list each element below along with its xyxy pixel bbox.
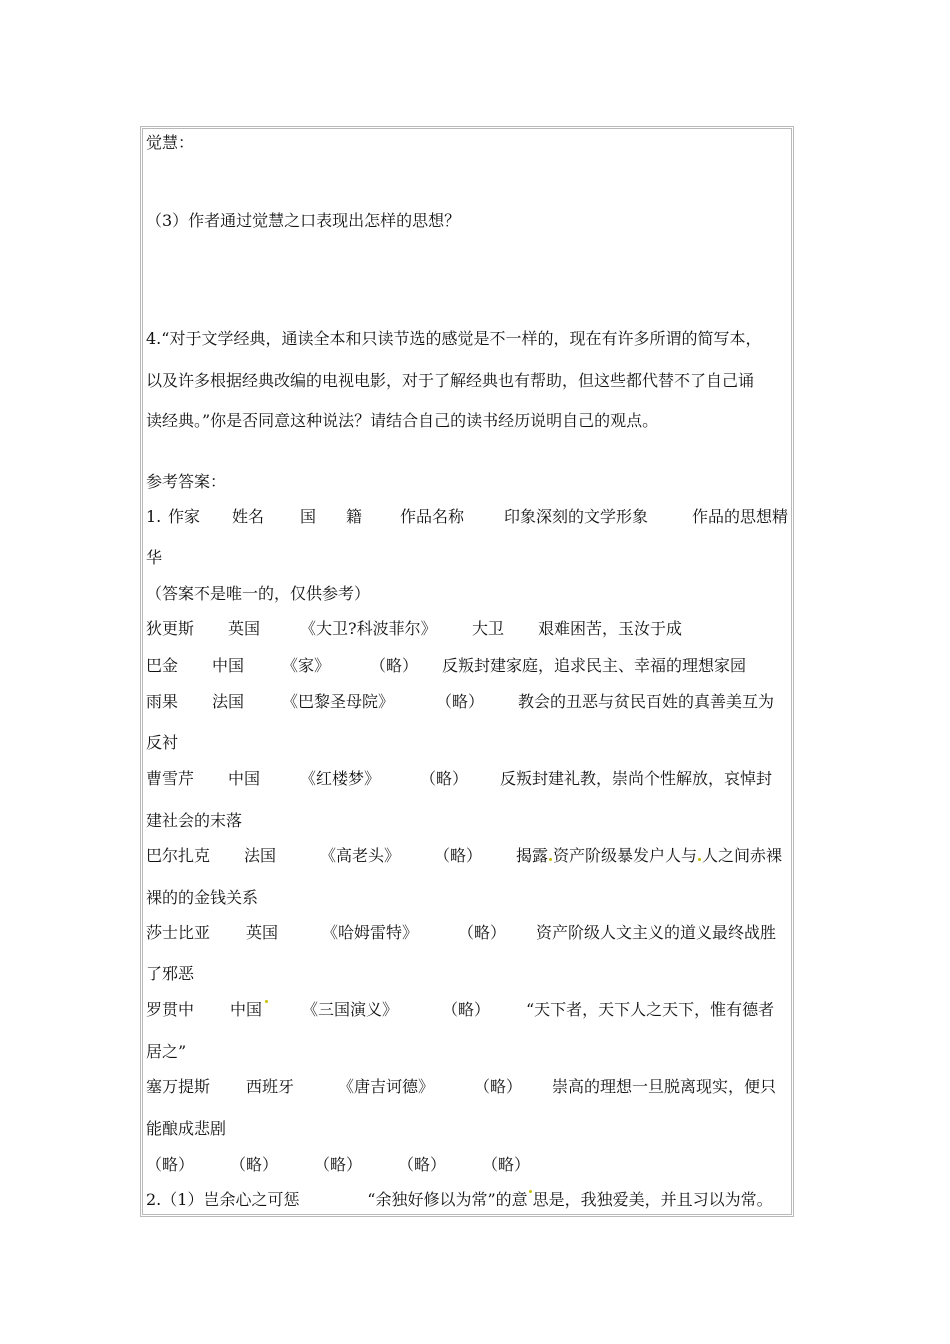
row-thought: “天下者，天下人之天下，惟有德者 (526, 1000, 775, 1019)
answer-2-number: 2. (146, 1190, 162, 1209)
row-author: 雨果 (146, 692, 179, 711)
table-row (146, 923, 776, 943)
blank-cell: （略） (482, 1155, 531, 1174)
header-number: 1. (146, 507, 162, 526)
row-author: 莎士比亚 (146, 923, 211, 942)
row-image: （略） (458, 923, 507, 942)
row-author: 曹雪芹 (146, 769, 195, 788)
row-image: （略） (434, 846, 483, 865)
row-work: 《家》 (282, 656, 331, 675)
answer-2-part-a: （1）岂余心之可惩 (161, 1190, 300, 1209)
header-col-name: 姓名 (232, 507, 265, 526)
question-4-line-3: 读经典。”你是否同意这种说法？请结合自己的读书经历说明自己的观点。 (146, 411, 659, 430)
header-col-country-2: 籍 (346, 507, 363, 526)
header-col-image: 印象深刻的文学形象 (504, 507, 649, 526)
row-image: （略） (436, 692, 485, 711)
row-wrap: 反衬 (146, 733, 179, 752)
blank-cell: （略） (314, 1155, 363, 1174)
header-col-country-1: 国 (300, 507, 317, 526)
row-image: （略） (442, 1000, 491, 1019)
row-author: 狄更斯 (146, 619, 195, 638)
row-thought: 揭露 资产阶级暴发户人与 人之间赤裸 (516, 846, 783, 865)
row-author: 巴金 (146, 656, 179, 675)
answer-table-header (146, 507, 788, 527)
blank-answer-row (146, 1155, 530, 1175)
header-col-thought: 作品的思想精 (692, 507, 789, 526)
label-juehui: 觉慧： (146, 133, 195, 152)
header-col-author: 作家 (168, 507, 201, 526)
row-thought: 教会的丑恶与贫民百姓的真善美互为 (518, 692, 775, 711)
table-row (146, 769, 772, 789)
header-col-work: 作品名称 (400, 507, 465, 526)
row-country: 西班牙 (246, 1077, 295, 1096)
row-work: 《巴黎圣母院》 (282, 692, 395, 711)
row-work: 《高老头》 (320, 846, 401, 865)
question-4-line-1: 4.“对于文学经典，通读全本和只读节选的感觉是不一样的，现在有许多所谓的简写本， (146, 329, 762, 348)
row-work: 《哈姆雷特》 (322, 923, 419, 942)
blank-cell: （略） (230, 1155, 279, 1174)
row-country: 中国 (228, 769, 261, 788)
answers-title: 参考答案： (146, 472, 227, 491)
answer-2-part-c: 思是，我独爱美，并且习以为常。 (532, 1190, 773, 1209)
question-3: （3）作者通过觉慧之口表现出怎样的思想？ (146, 211, 461, 230)
row-thought: 资产阶级人文主义的道义最终战胜 (536, 923, 777, 942)
row-work: 《唐吉诃德》 (338, 1077, 435, 1096)
answer-note: （答案不是唯一的，仅供参考） (146, 584, 371, 603)
row-image: 大卫 (472, 619, 505, 638)
table-row (146, 656, 746, 676)
row-country: 中国 (212, 656, 245, 675)
row-thought: 反叛封建家庭，追求民主、幸福的理想家园 (442, 656, 747, 675)
table-row (146, 692, 774, 712)
row-wrap: 裸的的金钱关系 (146, 888, 259, 907)
question-4-line-2: 以及许多根据经典改编的电视电影，对于了解经典也有帮助，但这些都代替不了自己诵 (146, 371, 755, 390)
row-image: （略） (474, 1077, 523, 1096)
table-row (146, 619, 682, 639)
row-image: （略） (370, 656, 419, 675)
table-row (146, 1000, 774, 1020)
row-thought: 反叛封建礼教，崇尚个性解放，哀悼封 (500, 769, 773, 788)
row-author: 巴尔扎克 (146, 846, 211, 865)
table-row (146, 846, 782, 866)
row-author: 塞万提斯 (146, 1077, 211, 1096)
row-wrap: 居之” (146, 1042, 187, 1061)
row-thought: 崇高的理想一旦脱离现实，便只 (552, 1077, 777, 1096)
row-country: 法国 (244, 846, 277, 865)
row-country: 英国 (246, 923, 279, 942)
blank-cell: （略） (146, 1155, 195, 1174)
row-image: （略） (420, 769, 469, 788)
row-work: 《大卫?科波菲尔》 (300, 619, 437, 638)
answer-2-part-b: “余独好修以为常”的意 (367, 1190, 528, 1209)
row-country: 英国 (228, 619, 261, 638)
row-author: 罗贯中 (146, 1000, 195, 1019)
row-work: 《红楼梦》 (300, 769, 381, 788)
blank-cell: （略） (398, 1155, 447, 1174)
header-wrap: 华 (146, 548, 163, 567)
row-work: 《三国演义》 (302, 1000, 399, 1019)
row-thought: 艰难困苦，玉汝于成 (538, 619, 683, 638)
table-row (146, 1077, 776, 1097)
row-wrap: 能酿成悲剧 (146, 1119, 227, 1138)
row-country: 法国 (212, 692, 245, 711)
row-country: 中国 (230, 1000, 263, 1019)
answer-2-line (146, 1190, 773, 1210)
row-wrap: 了邪恶 (146, 964, 195, 983)
row-wrap: 建社会的末落 (146, 811, 243, 830)
